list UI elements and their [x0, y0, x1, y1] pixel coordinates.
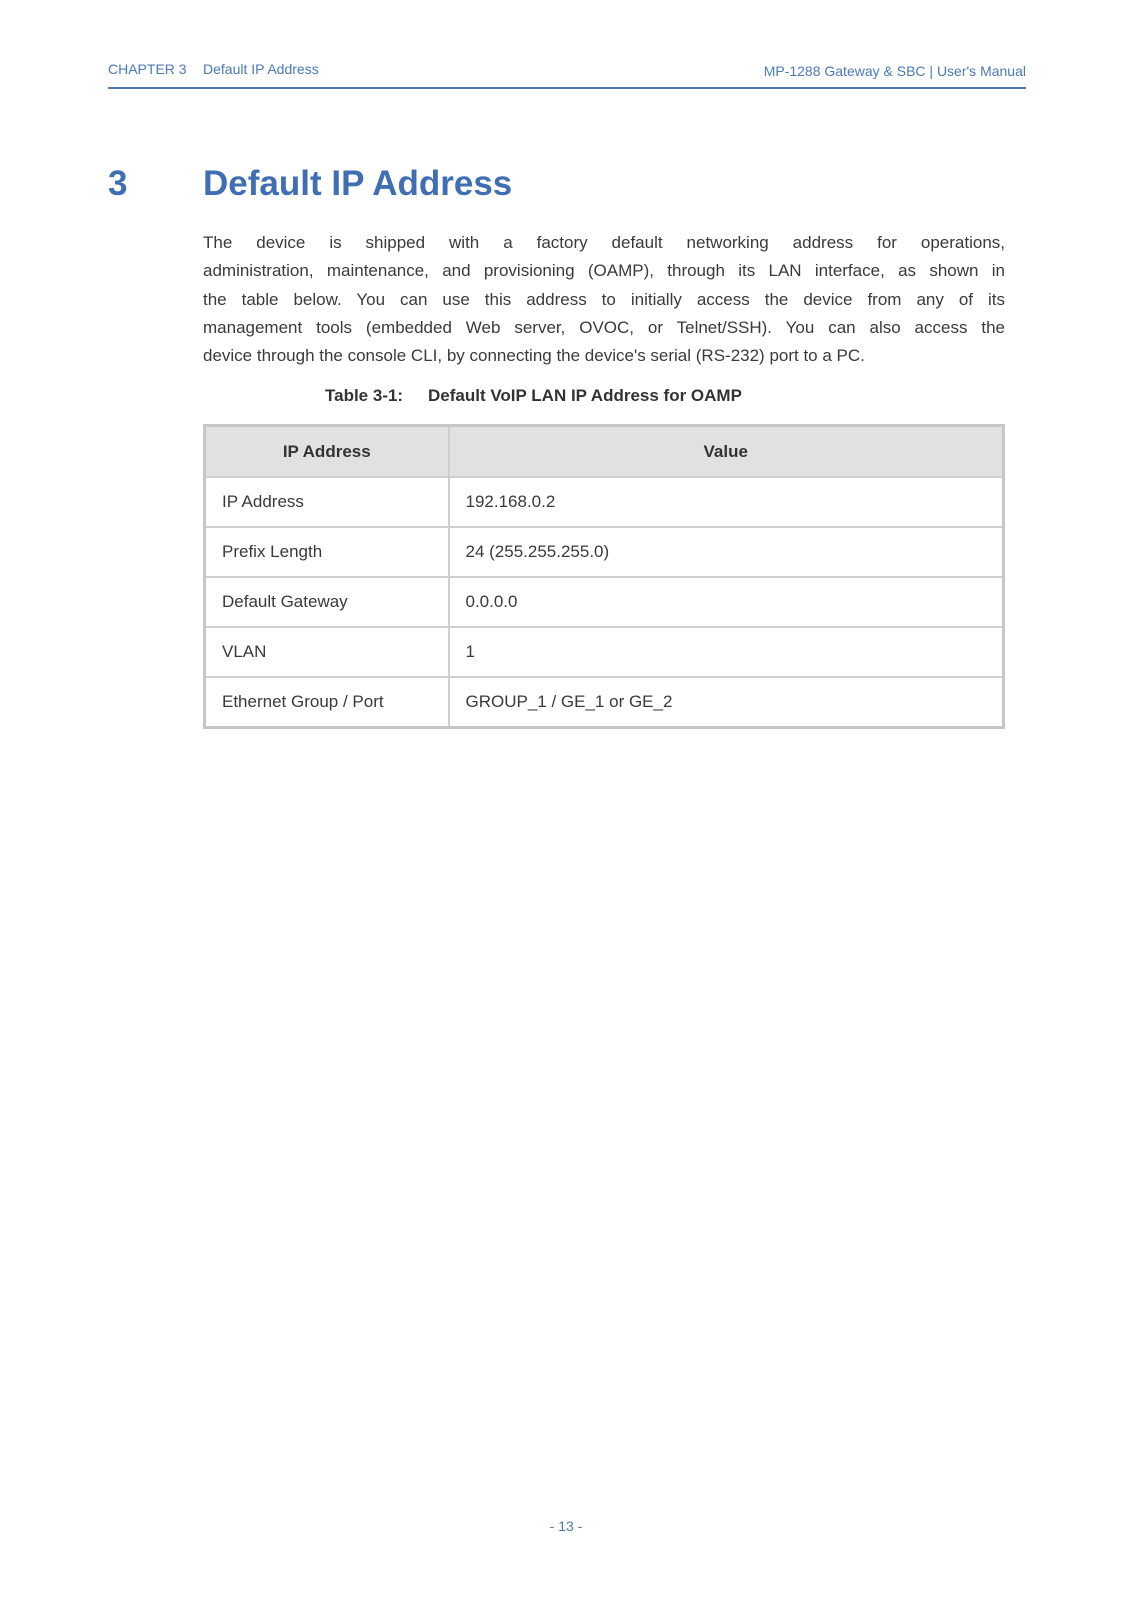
- table-row: [205, 477, 1004, 527]
- table-cell-value: 0.0.0.0: [449, 577, 1004, 627]
- intro-line: management tools (embedded Web server, OVOC, or Telnet/SSH). You can also access the: [203, 317, 1005, 337]
- table-row: [205, 627, 1004, 677]
- table-cell-parameter: IP Address: [205, 477, 449, 527]
- header-manual-title: MP-1288 Gateway & SBC | User's Manual: [763, 63, 1026, 79]
- ip-address-table: [203, 424, 1005, 729]
- header-chapter-topic: Default IP Address: [203, 61, 319, 77]
- table-row: [205, 577, 1004, 627]
- table-caption-label: Table 3-1:: [325, 386, 404, 405]
- header-divider: [108, 87, 1026, 89]
- table-cell-parameter: VLAN: [205, 627, 449, 677]
- table-cell-parameter: Prefix Length: [205, 527, 449, 577]
- table-cell-parameter: Default Gateway: [205, 577, 449, 627]
- intro-line: The device is shipped with a factory default networking address for operations,: [203, 233, 1005, 252]
- header-chapter-label: CHAPTER 3: [108, 61, 187, 77]
- intro-paragraph: [203, 229, 1005, 370]
- chapter-number: 3: [108, 164, 128, 203]
- intro-line: the table below. You can use this address to initially access the device from any of its: [203, 289, 1005, 309]
- intro-line: device through the console CLI, by connecting the device's serial (RS-232) port to a PC.: [203, 346, 865, 366]
- table-caption: [325, 386, 742, 406]
- table-cell-value: 1: [449, 627, 1004, 677]
- column-header-value: Value: [449, 426, 1004, 478]
- intro-line: administration, maintenance, and provisioning (OAMP), through its LAN interface, as shown in: [203, 261, 1005, 281]
- page-number: - 13 -: [549, 1518, 583, 1534]
- column-header-ip-address: IP Address: [205, 426, 449, 478]
- running-header-left: [108, 61, 319, 77]
- table-cell-parameter: Ethernet Group / Port: [205, 677, 449, 728]
- chapter-title: Default IP Address: [203, 164, 513, 203]
- table-header-row: [205, 426, 1004, 478]
- table-cell-value: GROUP_1 / GE_1 or GE_2: [449, 677, 1004, 728]
- table-row: [205, 527, 1004, 577]
- table-cell-value: 192.168.0.2: [449, 477, 1004, 527]
- table-cell-value: 24 (255.255.255.0): [449, 527, 1004, 577]
- table-row: [205, 677, 1004, 728]
- table-caption-title: Default VoIP LAN IP Address for OAMP: [428, 386, 742, 405]
